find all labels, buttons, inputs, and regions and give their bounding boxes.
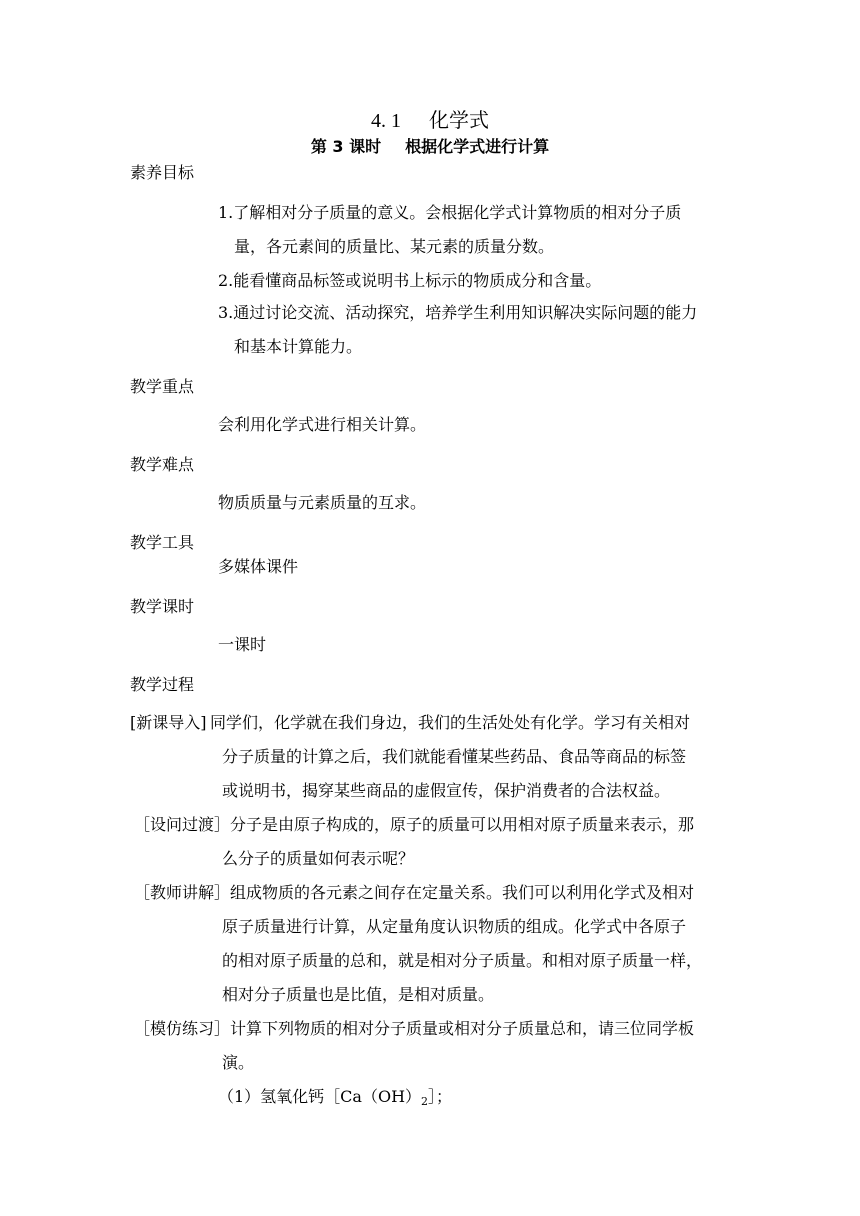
block-line: 分子是由原子构成的，原子的质量可以用相对原子质量来表示，那 — [230, 815, 695, 834]
block-line: 组成物质的各元素之间存在定量关系。我们可以利用化学式及相对 — [230, 883, 695, 902]
tools-text: 多媒体课件 — [218, 557, 299, 576]
goal-line: 2.能看懂商品标签或说明书上标示的物质成分和含量。 — [218, 271, 602, 290]
key-points-heading: 教学重点 — [130, 377, 195, 396]
block-tag-teacher: ［教师讲解］ — [134, 883, 231, 902]
block-line: 相对分子质量也是比值，是相对质量。 — [222, 985, 495, 1004]
goals-heading: 素养目标 — [130, 163, 195, 182]
section-number: 4. 1 — [371, 110, 401, 132]
block-tag-intro: [新课导入] — [130, 713, 207, 732]
document-title — [0, 104, 860, 133]
block-tag-practice: ［模仿练习］ — [134, 1019, 231, 1038]
key-points-text: 会利用化学式进行相关计算。 — [218, 415, 427, 434]
exercise-1-prefix: （1）氢氧化钙［Ca（OH） — [218, 1087, 422, 1106]
block-line: 原子质量进行计算，从定量角度认识物质的组成。化学式中各原子 — [222, 917, 687, 936]
block-line: 演。 — [222, 1053, 255, 1072]
goal-line: 1.了解相对分子质量的意义。会根据化学式计算物质的相对分子质 — [218, 203, 682, 222]
tools-heading: 教学工具 — [130, 533, 195, 552]
goal-line: 3.通过讨论交流、活动探究，培养学生利用知识解决实际问题的能力 — [218, 303, 698, 322]
block-line: 分子质量的计算之后，我们就能看懂某些药品、食品等商品的标签 — [222, 747, 687, 766]
hours-text: 一课时 — [218, 635, 267, 654]
title-text: 化学式 — [429, 108, 489, 132]
lesson-subtitle — [0, 134, 860, 157]
goal-line: 和基本计算能力。 — [234, 337, 363, 356]
lesson-number: 第 3 课时 — [310, 137, 382, 156]
difficulties-text: 物质质量与元素质量的互求。 — [218, 493, 427, 512]
block-line: 同学们，化学就在我们身边，我们的生活处处有化学。学习有关相对 — [210, 713, 691, 732]
difficulties-heading: 教学难点 — [130, 455, 195, 474]
block-line: 或说明书，揭穿某些商品的虚假宣传，保护消费者的合法权益。 — [222, 781, 671, 800]
block-line: 么分子的质量如何表示呢？ — [222, 849, 415, 868]
block-line: 的相对原子质量的总和，就是相对分子质量。和相对原子质量一样， — [222, 951, 703, 970]
block-line: 计算下列物质的相对分子质量或相对分子质量总和，请三位同学板 — [230, 1019, 695, 1038]
exercise-1 — [218, 1084, 452, 1108]
hours-heading: 教学课时 — [130, 597, 195, 616]
lesson-title: 根据化学式进行计算 — [405, 137, 550, 156]
exercise-1-subscript: 2 — [421, 1095, 429, 1108]
exercise-1-suffix: ］； — [428, 1087, 453, 1106]
goal-line: 量，各元素间的质量比、某元素的质量分数。 — [234, 237, 555, 256]
process-heading: 教学过程 — [130, 675, 195, 694]
block-tag-transition: ［设问过渡］ — [134, 815, 231, 834]
